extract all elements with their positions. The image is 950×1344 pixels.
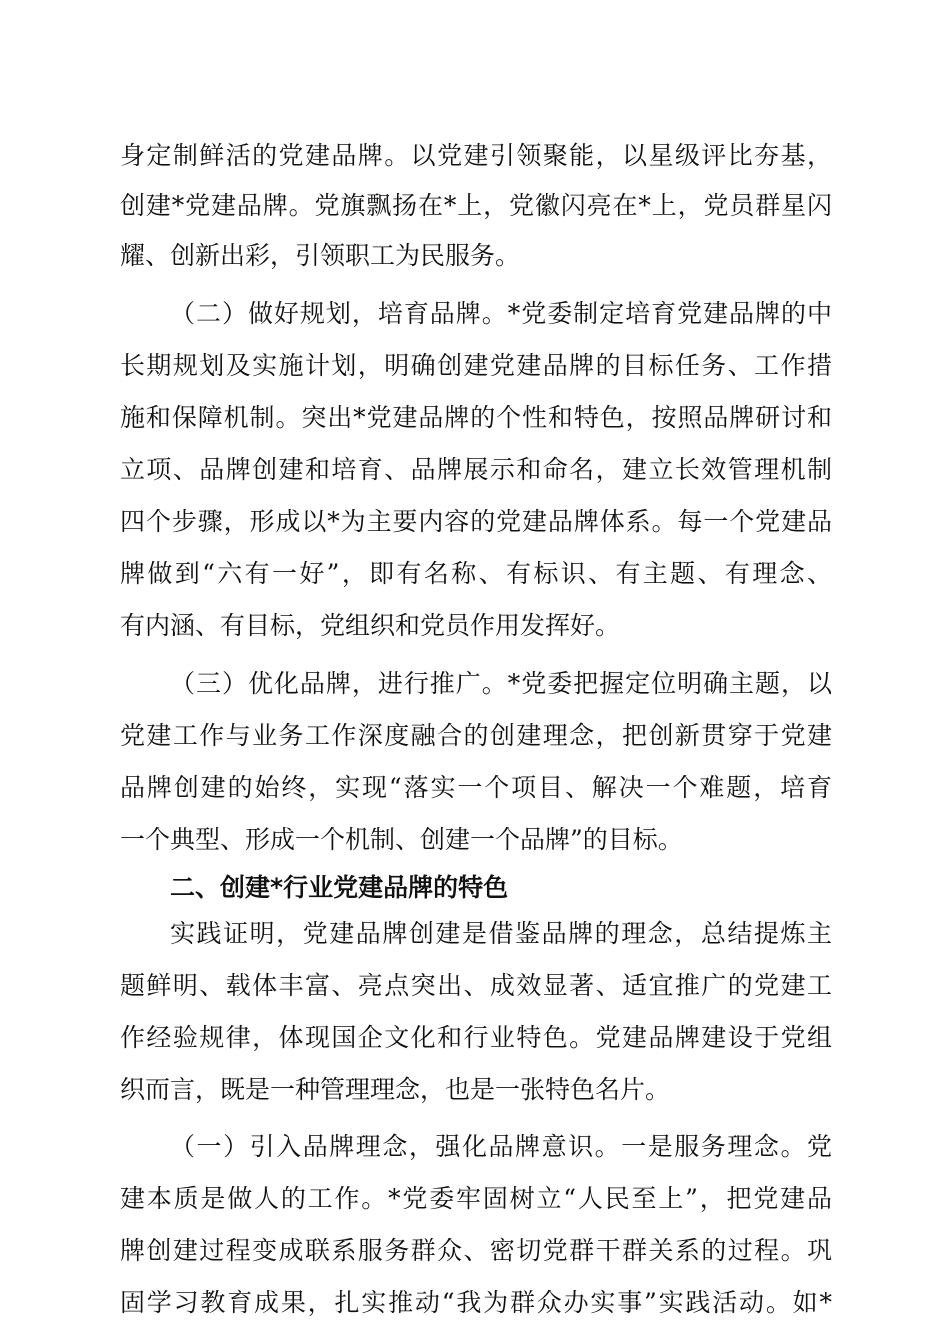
paragraph-line: 牌做到“六有一好”，即有名称、有标识、有主题、有理念、 [120, 559, 832, 588]
paragraph-line: 施和保障机制。突出*党建品牌的个性和特色，按照品牌研讨和 [120, 403, 832, 432]
paragraph-line: 四个步骤，形成以*为主要内容的党建品牌体系。每一个党建品 [120, 507, 832, 536]
paragraph-line: 身定制鲜活的党建品牌。以党建引领聚能，以星级评比夯基， [120, 141, 832, 170]
paragraph-line: 耀、创新出彩，引领职工为民服务。 [120, 241, 521, 270]
subheading-line: （一）引入品牌理念，强化品牌意识。一是服务理念。党 [170, 1132, 832, 1161]
subheading-line: （三）优化品牌，进行推广。*党委把握定位明确主题，以 [170, 669, 832, 698]
paragraph-line: 创建*党建品牌。党旗飘扬在*上，党徽闪亮在*上，党员群星闪 [120, 191, 832, 220]
paragraph-line: 实践证明，党建品牌创建是借鉴品牌的理念，总结提炼主 [170, 919, 832, 948]
paragraph-line: 牌创建过程变成联系服务群众、密切党群干群关系的过程。巩 [120, 1236, 832, 1265]
paragraph-line: 党建工作与业务工作深度融合的创建理念，把创新贯穿于党建 [120, 721, 832, 750]
paragraph-line: 织而言，既是一种管理理念，也是一张特色名片。 [120, 1075, 671, 1104]
paragraph-line: 长期规划及实施计划，明确创建党建品牌的目标任务、工作措 [120, 351, 832, 380]
paragraph-line: 一个典型、形成一个机制、创建一个品牌”的目标。 [120, 825, 683, 854]
paragraph-line: 固学习教育成果，扎实推动“我为群众办实事”实践活动。如* [120, 1288, 832, 1317]
paragraph-line: 品牌创建的始终，实现“落实一个项目、解决一个难题，培育 [120, 773, 832, 802]
paragraph-line: 作经验规律，体现国企文化和行业特色。党建品牌建设于党组 [120, 1023, 832, 1052]
paragraph-line: 有内涵、有目标，党组织和党员作用发挥好。 [120, 611, 621, 640]
section-heading: 二、创建*行业党建品牌的特色 [170, 873, 509, 902]
paragraph-line: 建本质是做人的工作。*党委牢固树立“人民至上”，把党建品 [120, 1184, 832, 1213]
paragraph-line: 题鲜明、载体丰富、亮点突出、成效显著、适宜推广的党建工 [120, 971, 832, 1000]
paragraph-line: 立项、品牌创建和培育、品牌展示和命名，建立长效管理机制 [120, 455, 832, 484]
subheading-line: （二）做好规划，培育品牌。*党委制定培育党建品牌的中 [170, 299, 832, 328]
